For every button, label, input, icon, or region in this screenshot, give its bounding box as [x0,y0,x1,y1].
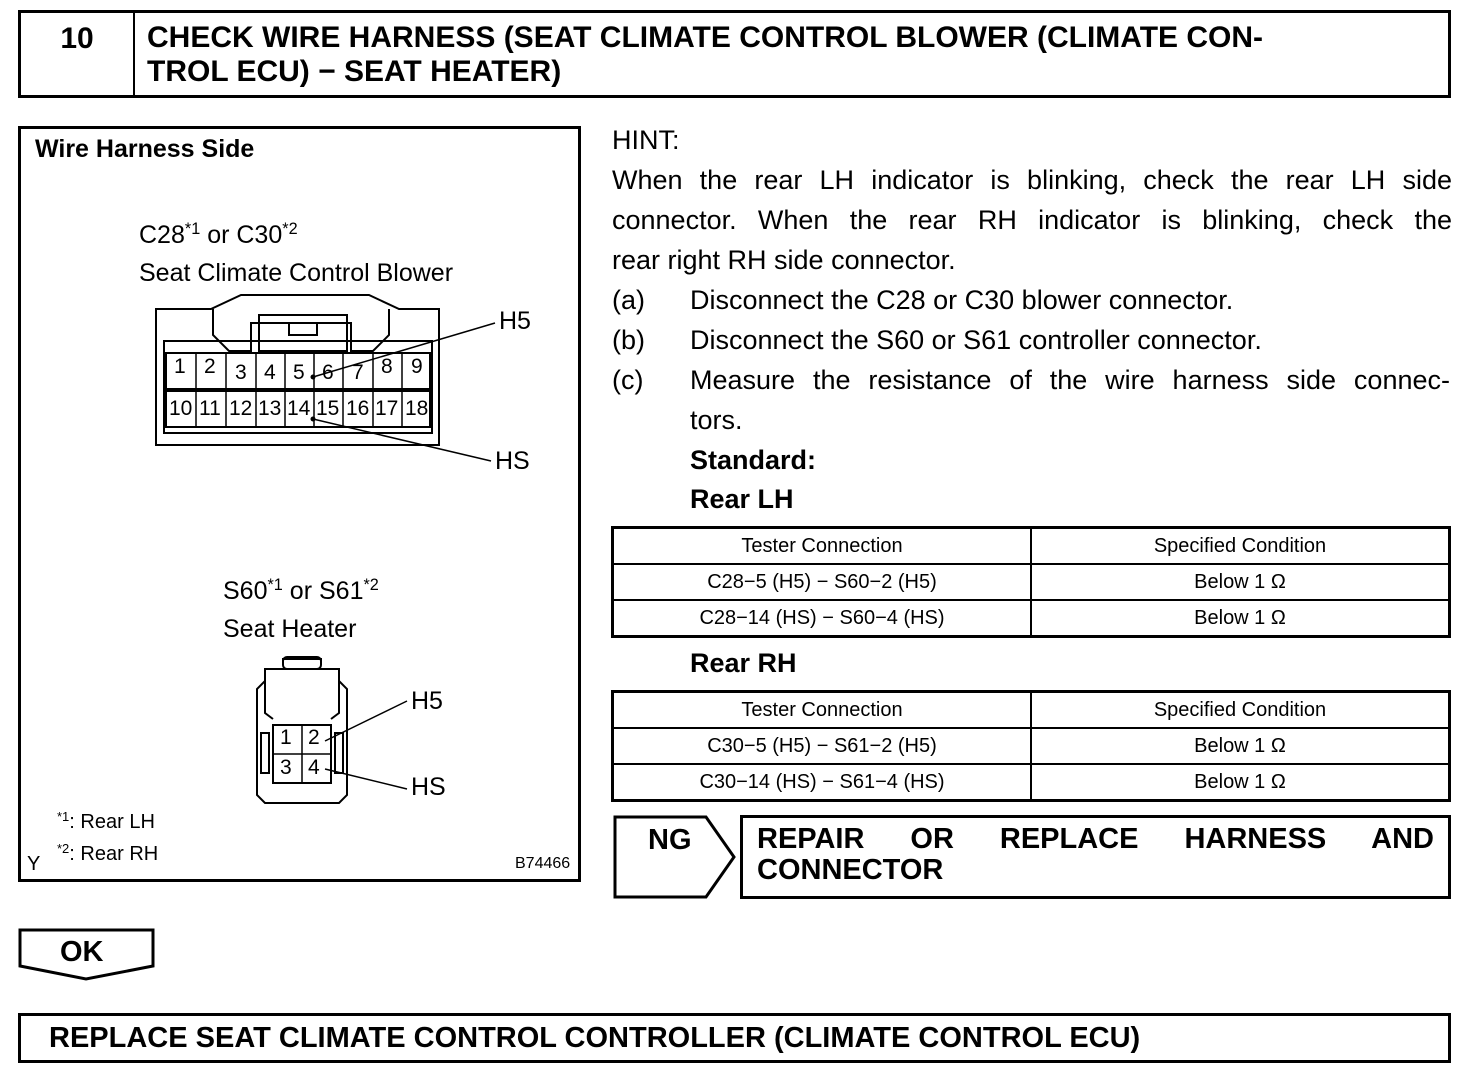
diagram-heading: Wire Harness Side [35,135,255,163]
ng-action-text [757,824,1434,886]
step-a-text: Disconnect the C28 or C30 blower connector. [690,285,1234,315]
corner-letter: Y [27,853,41,875]
blower-connector-icon [21,129,578,879]
final-action-box [18,1013,1451,1063]
ng-action-line-1: REPAIR OR REPLACE HARNESS AND [757,823,1434,855]
hint-line-3: rear right RH side connector. [612,245,956,275]
blower-pin-18: 18 [405,397,429,420]
blower-pin-1: 1 [174,355,186,378]
blower-pin-7: 7 [352,361,364,384]
ng-label: NG [648,824,692,856]
hint-line-2: connector. When the rear RH indicator is blinking, check the [612,205,1452,235]
condition-cell: Below 1 Ω [1031,600,1450,637]
blower-pin-5: 5 [293,361,305,384]
rear-lh-table [611,526,1451,638]
blower-pin-16: 16 [346,397,370,420]
table-row [613,600,1450,637]
step-c-text: Measure the resistance of the wire harness side connec- [690,365,1450,395]
blower-label-h5: H5 [499,307,531,335]
connection-cell: C30−14 (HS) − S61−4 (HS) [613,764,1032,801]
blower-pin-14: 14 [287,397,311,420]
heater-pin-2: 2 [308,726,320,749]
table-row [613,728,1450,764]
step-c-cont: tors. [690,405,743,435]
blower-pin-8: 8 [381,355,393,378]
blower-pin-10: 10 [169,397,193,420]
header-tester-connection: Tester Connection [613,528,1032,565]
heater-label-hs: HS [411,773,446,801]
table-header-row [613,528,1450,565]
hint-label: HINT: [612,125,680,155]
header-specified-condition: Specified Condition [1031,528,1450,565]
heater-pin-4: 4 [308,756,320,779]
rear-lh-title: Rear LH [690,484,794,514]
connection-cell: C28−14 (HS) − S60−4 (HS) [613,600,1032,637]
blower-connector-name: Seat Climate Control Blower [139,259,454,287]
blower-pin-13: 13 [258,397,282,420]
heater-pin-3: 3 [280,756,292,779]
footnote-rear-lh: $^{*1}$: Rear LH [57,808,155,833]
step-c-mark: (c) [612,365,644,395]
standard-label: Standard: [690,445,817,475]
heater-connector-name: Seat Heater [223,615,357,643]
condition-cell: Below 1 Ω [1031,764,1450,801]
blower-pin-17: 17 [375,397,399,420]
blower-pin-6: 6 [322,361,334,384]
blower-pin-15: 15 [316,397,340,420]
heater-connector-id: S60$^{*1}$ or S61$^{*2}$ [223,576,379,605]
hint-line-1: When the rear LH indicator is blinking, check the rear LH side [612,165,1452,195]
blower-pin-11: 11 [199,397,221,420]
condition-cell: Below 1 Ω [1031,728,1450,764]
footnote-rear-rh: $^{*2}$: Rear RH [57,840,159,865]
blower-pin-12: 12 [229,397,253,420]
ng-action-box [740,815,1451,899]
blower-connector-id: C28$^{*1}$ or C30$^{*2}$ [139,220,298,249]
heater-label-h5: H5 [411,687,443,715]
rear-rh-table [611,690,1451,802]
wire-harness-diagram [18,126,581,882]
step-header [18,10,1451,98]
blower-pin-4: 4 [264,361,276,384]
final-action-text: REPLACE SEAT CLIMATE CONTROL CONTROLLER (CLIMATE CONTROL ECU) [49,1022,1141,1054]
table-row [613,764,1450,801]
step-b-mark: (b) [612,325,645,355]
blower-label-hs: HS [495,447,530,475]
table-header-row [613,692,1450,729]
step-title: CHECK WIRE HARNESS (SEAT CLIMATE CONTROL BLOWER (CLIMATE CON- TROL ECU) − SEAT HEATER) [147,21,1264,88]
ok-label: OK [60,936,104,968]
step-b-text: Disconnect the S60 or S61 controller connector. [690,325,1262,355]
connection-cell: C28−5 (H5) − S60−2 (H5) [613,564,1032,600]
header-specified-condition: Specified Condition [1031,692,1450,729]
rear-rh-title: Rear RH [690,648,797,678]
step-number: 10 [21,13,135,95]
table-row [613,564,1450,600]
blower-pin-2: 2 [204,355,216,378]
blower-pin-3: 3 [235,361,247,384]
condition-cell: Below 1 Ω [1031,564,1450,600]
blower-pin-9: 9 [411,355,423,378]
step-a-mark: (a) [612,285,645,315]
ng-action-line-2: CONNECTOR [757,854,944,886]
heater-pin-1: 1 [280,726,292,749]
header-tester-connection: Tester Connection [613,692,1032,729]
figure-code: B74466 [515,855,571,872]
connection-cell: C30−5 (H5) − S61−2 (H5) [613,728,1032,764]
